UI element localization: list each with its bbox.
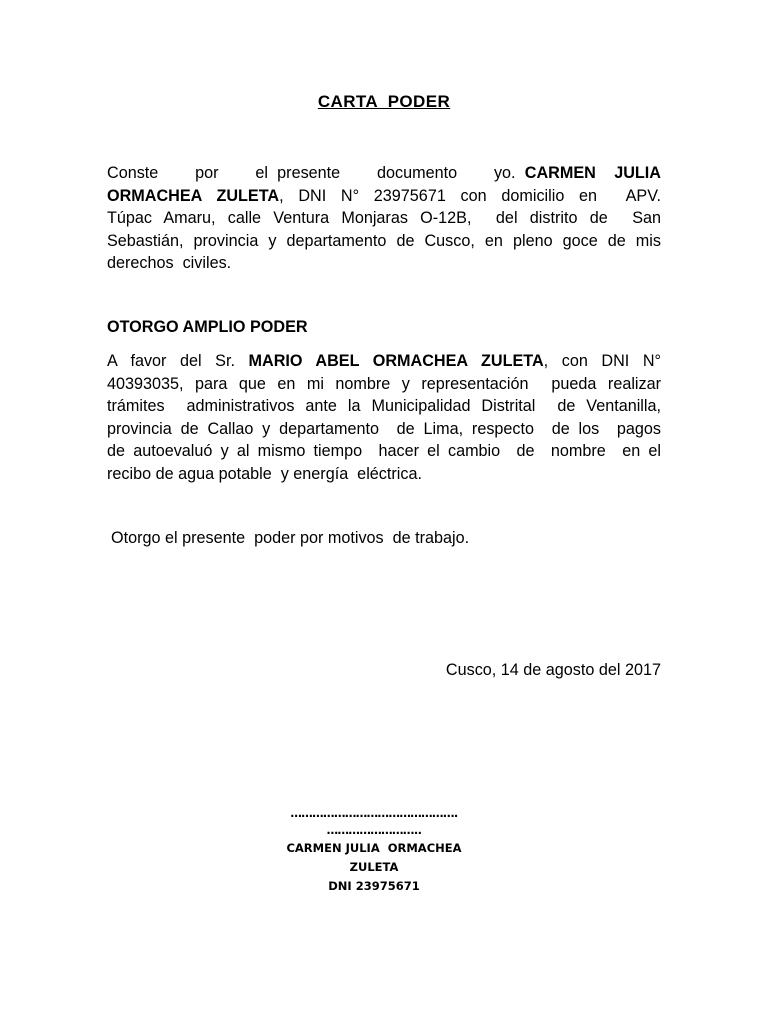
signature-line: ………………………………………. (290, 806, 458, 820)
grantor-surname: ORMACHEA ZULETA (107, 186, 280, 205)
section-heading: OTORGO AMPLIO PODER (107, 318, 308, 336)
paragraph-line: Conste por el presente documento yo. CARMEN JULIA (107, 164, 661, 182)
grantor-name: CARMEN JULIA (524, 164, 661, 182)
paragraph-line: derechos civiles. (107, 254, 232, 272)
signatory-name: CARMEN JULIA ORMACHEA (286, 841, 462, 855)
paragraph-line: A favor del Sr. MARIO ABEL ORMACHEA ZULETA, con DNI N° (107, 352, 661, 370)
signature-line-continued: …………………….. (326, 823, 422, 837)
paragraph-line: Túpac Amaru, calle Ventura Monjaras O-12B, del distrito de San (107, 209, 661, 227)
grantee-name: MARIO ABEL ORMACHEA ZULETA (248, 352, 544, 370)
signatory-surname: ZULETA (349, 860, 399, 874)
paragraph-line: recibo de agua potable y energía eléctrica. (107, 464, 422, 483)
date-line: Cusco, 14 de agosto del 2017 (445, 661, 661, 679)
paragraph-line: de autoevaluó y al mismo tiempo hacer el cambio de nombre en el (107, 442, 661, 460)
paragraph-reason: Otorgo el presente poder por motivos de trabajo. (111, 529, 470, 547)
paragraph-line: 40393035, para que en mi nombre y representación pueda realizar (107, 374, 661, 393)
signatory-dni: DNI 23975671 (328, 879, 420, 893)
paragraph-grant (107, 350, 661, 485)
document-title: CARTA PODER (317, 92, 451, 111)
paragraph-line: trámites administrativos ante la Municipalidad Distrital de Ventanilla, (107, 397, 661, 415)
paragraph-line: provincia de Callao y departamento de Lima, respecto de los pagos (107, 419, 661, 438)
paragraph-line: Sebastián, provincia y departamento de Cusco, en pleno goce de mis (107, 231, 661, 250)
paragraph-declaration (107, 162, 661, 275)
paragraph-line: ORMACHEA ZULETA, DNI N° 23975671 con domicilio en APV. (107, 186, 662, 205)
